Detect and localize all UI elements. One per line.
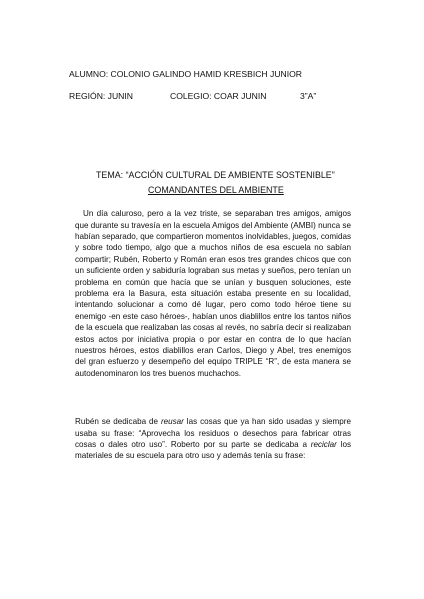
student-name-line: ALUMNO: COLONIO GALINDO HAMID KRESBICH JUNIOR [69,69,303,79]
story-paragraph-1: Un día caluroso, pero a la vez triste, se separaban tres amigos, amigos que durante su travesía en la escuela Amigos del Ambiente (AMBI) nunca se habían separado, que compartieron momentos inolvidables, juegos, comidas y sobre todo tiempo, algo que a muchos niños de esa escuela no sabían compartir; Rubén, Roberto y Román eran esos tres grandes chicos que con un suficiente orden y sabiduría lograban sus metas y sueños, pero tenían un problema en común que hacía que se unían y busquen soluciones, este problema era la Basura, esta situación estaba presente en su localidad, intentando solucionar a como dé lugar, pero como todo héroe tiene su enemigo -en este caso héroes-, habían unos diablillos entre los tantos niños de la escuela que realizaban las cosas al revés, no sabría decir si realizaban estos actos por iniciativa propia o por estar en contra de lo que hacían nuestros héroes, estos diablillos eran Carlos, Diego y Abel, tres enemigos del gran esfuerzo y desempeño del equipo TRIPLE “R”, de esta manera se autodenominaron los tres buenos muchachos. [75,209,351,378]
paragraph-2-emphasis-reciclar: reciclar [310,439,337,449]
school-label: COLEGIO: COAR JUNIN [170,91,267,101]
document-subtitle: COMANDANTES DEL AMBIENTE [148,185,284,195]
paragraph-2-text-a: Rubén se dedicaba de [75,417,161,427]
story-paragraph-2 [75,416,351,462]
paragraph-2-emphasis-reusar: reusar [160,417,184,427]
document-theme-title: TEMA: “ACCIÓN CULTURAL DE AMBIENTE SOSTENIBLE” [96,170,335,180]
paragraph-2-text-b: las cosas que ya han sido usadas y siempre usaba su frase: “Aprovecha los residuos o desechos para fabricar otras cosas o dales otro uso”. Roberto por su parte se dedicaba a [75,417,351,449]
region-label: REGIÓN: JUNIN [69,91,133,101]
grade-label: 3”A” [300,91,317,101]
paragraph-2-text-c: los materiales de su escuela para otro uso y además tenía su frase: [75,439,351,461]
